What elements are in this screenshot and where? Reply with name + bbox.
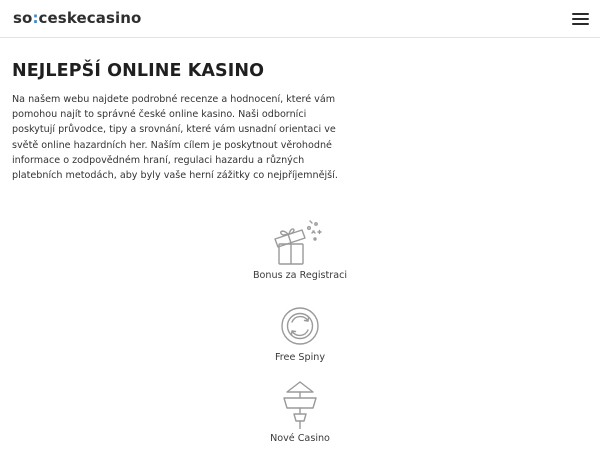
feature-free-spins[interactable] [200,304,400,363]
feature-bonus-registration[interactable] [200,218,400,281]
feature-label-bonus: Bonus za Registraci [252,270,348,281]
site-logo[interactable] [13,9,141,27]
free-spins-icon [278,304,322,348]
feature-new-casino[interactable] [200,381,400,444]
gift-icon [272,218,328,266]
logo-prefix: so [13,9,33,27]
intro-paragraph: Na našem webu najdete podrobné recenze a hodnocení, které vám pomohou najít to správné české online kasino. Naši odborníci poskytují průvodce, tipy a srovnání, které vám usnadní orientaci ve světě online hazardních her. Naším cílem je poskytnout věrohodné informace o zodpovědném hraní, regulaci hazardu a různých platebních metodách, aby byly vaše herní zážitky co nejpříjemnější. [12,94,338,182]
logo-separator: : [32,9,39,27]
feature-label-free-spins: Free Spiny [274,352,325,363]
feature-label-new-casino: Nové Casino [270,433,330,444]
casino-sign-icon [275,381,325,429]
page-title: NEJLEPŠÍ ONLINE KASINO [12,61,265,81]
logo-suffix: ceskecasino [38,9,142,27]
hamburger-menu-icon[interactable] [572,12,589,26]
site-header [0,0,600,38]
